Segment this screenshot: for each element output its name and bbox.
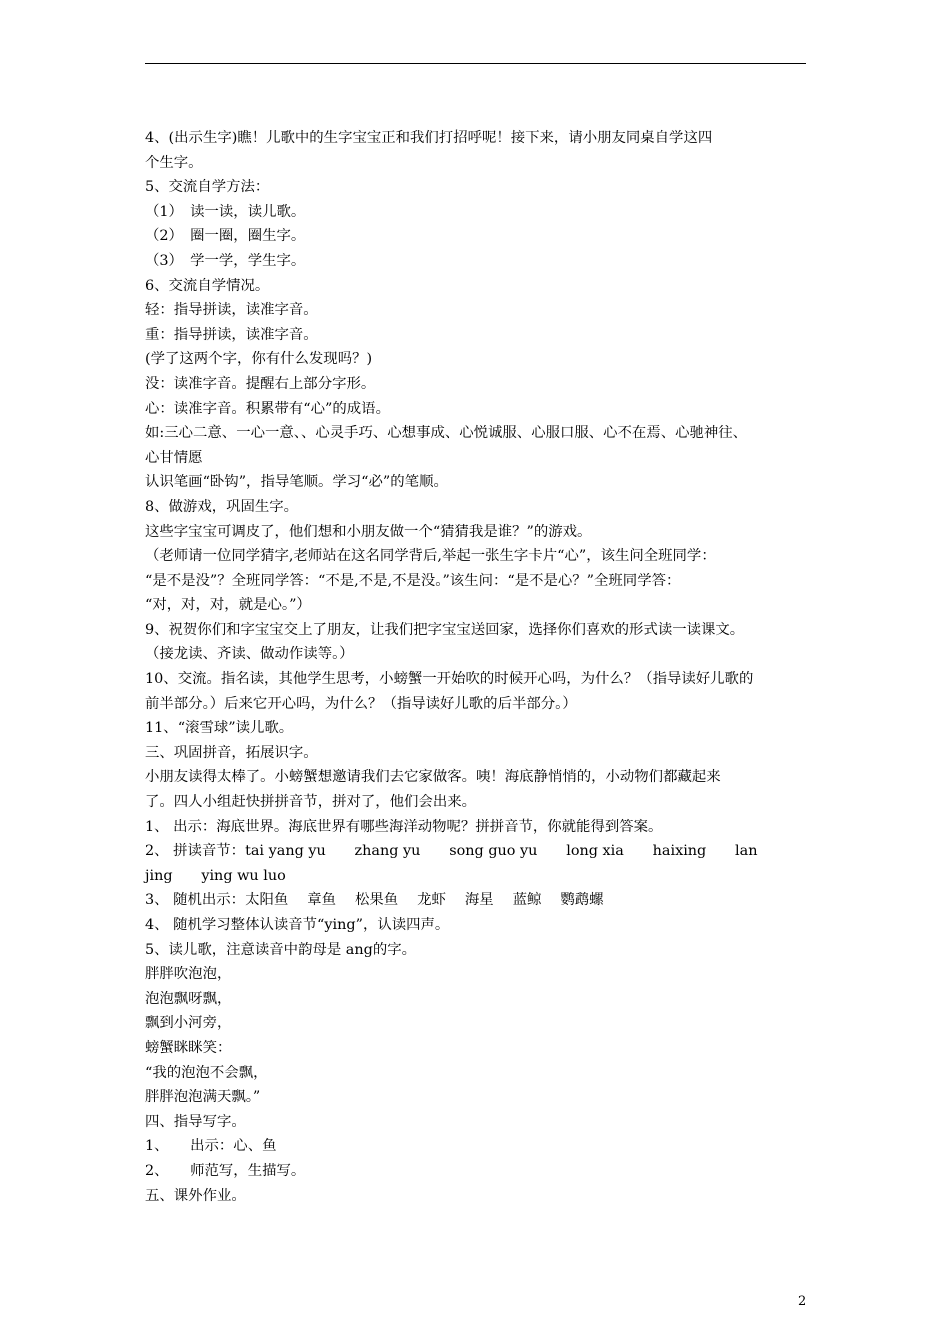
text-line: 心：读准字音。积累带有“心”的成语。 bbox=[145, 400, 390, 417]
text-line: 没：读准字音。提醒右上部分字形。 bbox=[145, 375, 376, 392]
text-line: （老师请一位同学猜字,老师站在这名同学背后,举起一张生字卡片“心”，该生问全班同学： bbox=[145, 548, 716, 565]
text-line: 重：指导拼读，读准字音。 bbox=[145, 326, 318, 343]
text-line: 10、交流。指名读，其他学生思考，小螃蟹一开始吹的时候开心吗，为什么？（指导读好儿歌的 bbox=[145, 671, 754, 688]
text-line: 2、 拼读音节：tai yang yu zhang yu song guo yu long xia haixing lan bbox=[145, 843, 758, 860]
text-line: 五、课外作业。 bbox=[145, 1187, 246, 1204]
text-line: 1、 出示：心、鱼 bbox=[145, 1138, 277, 1155]
text-line: 前半部分。）后来它开心吗，为什么？（指导读好儿歌的后半部分。） bbox=[145, 695, 577, 712]
text-line: 胖胖吹泡泡， bbox=[145, 966, 232, 983]
text-line: 4、 随机学习整体认读音节“ying”，认读四声。 bbox=[145, 917, 450, 933]
document-body bbox=[145, 126, 817, 1208]
text-line: 轻：指导拼读，读准字音。 bbox=[145, 302, 318, 319]
text-line: （接龙读、齐读、做动作读等。） bbox=[145, 646, 354, 663]
text-line: 5、读儿歌，注意读音中韵母是 ang的字。 bbox=[145, 941, 417, 958]
header-rule bbox=[145, 63, 806, 64]
text-line: 了。四人小组赶快拼拼音节，拼对了，他们会出来。 bbox=[145, 794, 476, 811]
text-line: （2） 圈一圈，圈生字。 bbox=[145, 228, 306, 245]
text-line: 泡泡飘呀飘， bbox=[145, 990, 232, 1007]
text-line: 9、祝贺你们和字宝宝交上了朋友，让我们把字宝宝送回家，选择你们喜欢的形式读一读课文。 bbox=[145, 621, 745, 638]
text-line: 个生字。 bbox=[145, 154, 203, 171]
text-line: 4、(出示生字)瞧！儿歌中的生字宝宝正和我们打招呼呢！接下来，请小朋友同桌自学这四 bbox=[145, 130, 713, 146]
text-line: 11、“滚雪球”读儿歌。 bbox=[145, 720, 294, 737]
text-line: 认识笔画“卧钩”，指导笔顺。学习“必”的笔顺。 bbox=[145, 474, 448, 491]
text-line: 这些字宝宝可调皮了，他们想和小朋友做一个“猜猜我是谁？”的游戏。 bbox=[145, 523, 592, 540]
text-line: 飘到小河旁， bbox=[145, 1015, 232, 1032]
text-line: 6、交流自学情况。 bbox=[145, 277, 270, 294]
text-line: 四、指导写字。 bbox=[145, 1113, 246, 1130]
text-line: “我的泡泡不会飘， bbox=[145, 1064, 268, 1081]
text-line: 胖胖泡泡满天飘。” bbox=[145, 1089, 261, 1106]
text-line: 螃蟹眯眯笑： bbox=[145, 1039, 232, 1056]
text-line: 3、 随机出示：太阳鱼 章鱼 松果鱼 龙虾 海星 蓝鲸 鹦鹉螺 bbox=[145, 892, 604, 909]
text-line: （3） 学一学，学生字。 bbox=[145, 252, 306, 269]
text-line: (学了这两个字，你有什么发现吗？) bbox=[145, 351, 373, 368]
text-line: 小朋友读得太棒了。小螃蟹想邀请我们去它家做客。咦！海底静悄悄的，小动物们都藏起来 bbox=[145, 769, 721, 786]
text-line: “是不是没”？全班同学答：“不是,不是,不是没。”该生问：“是不是心？”全班同学答： bbox=[145, 572, 681, 589]
text-line: 1、 出示：海底世界。海底世界有哪些海洋动物呢？拼拼音节，你就能得到答案。 bbox=[145, 818, 663, 835]
text-line: “对，对，对，就是心。”） bbox=[145, 597, 311, 614]
text-line: 如:三心二意、一心一意、、心灵手巧、心想事成、心悦诚服、心服口服、心不在焉、心驰神往、 bbox=[145, 425, 748, 442]
text-line: 心甘情愿 bbox=[145, 449, 203, 466]
page-number: 2 bbox=[798, 1294, 807, 1309]
text-line: 8、做游戏，巩固生字。 bbox=[145, 498, 299, 515]
text-line: （1） 读一读，读儿歌。 bbox=[145, 203, 306, 220]
text-line: 2、 师范写，生描写。 bbox=[145, 1162, 306, 1179]
text-line: 5、交流自学方法： bbox=[145, 179, 270, 196]
text-line: jing ying wu luo bbox=[145, 867, 286, 884]
text-line: 三、巩固拼音，拓展识字。 bbox=[145, 744, 318, 761]
